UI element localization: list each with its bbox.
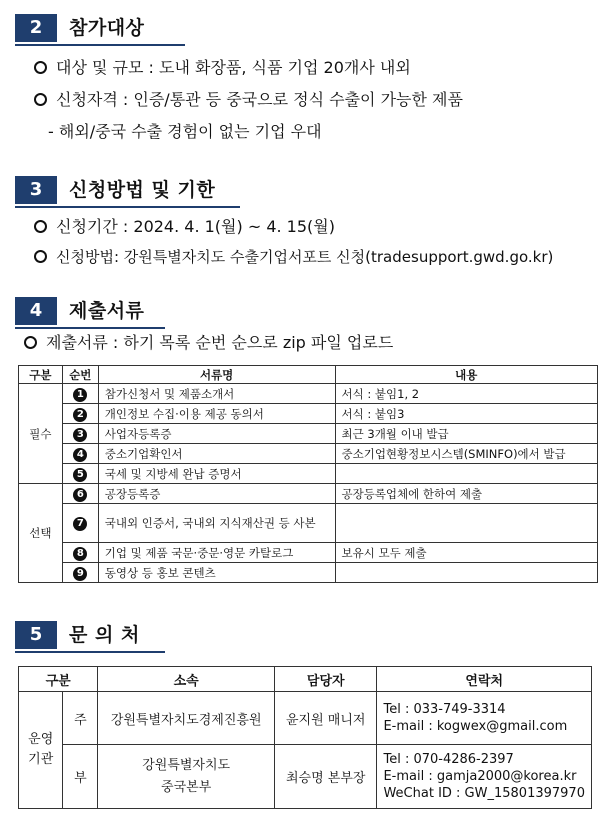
header-content: 내용: [335, 366, 598, 384]
header-category: 구분: [19, 667, 98, 692]
header-category: 구분: [19, 366, 63, 384]
documents-table: [18, 365, 598, 583]
row-number: 9: [73, 567, 87, 581]
sub-item: - 해외/중국 수출 경험이 없는 기업 우대: [48, 122, 322, 141]
doc-name: 공장등록증: [98, 484, 335, 504]
section-title: 제출서류: [69, 300, 145, 322]
doc-content: 중소기업현황정보시스템(SMINFO)에서 발급: [335, 444, 598, 464]
person: 윤지원 매니저: [275, 692, 377, 745]
section-underline: [15, 651, 165, 653]
org: 강원특별자치도경제진흥원: [98, 692, 275, 745]
row-number: 2: [73, 408, 87, 422]
role: 주: [63, 692, 98, 745]
section-title: 문 의 처: [69, 624, 140, 646]
section-underline: [15, 206, 240, 208]
table-row: [19, 504, 598, 543]
doc-name: 기업 및 제품 국문·중문·영문 카탈로그: [98, 543, 335, 563]
bullet-item: 신청방법: 강원특별자치도 수출기업서포트 신청(tradesupport.gwd.go.kr): [34, 246, 553, 268]
row-number: 5: [73, 468, 87, 482]
table-row: [19, 745, 592, 809]
doc-content: 서식 : 붙임3: [335, 404, 598, 424]
table-row: [19, 563, 598, 583]
header-doc-name: 서류명: [98, 366, 335, 384]
org: 강원특별자치도 중국본부: [98, 745, 275, 809]
doc-content: [335, 563, 598, 583]
section-number: 4: [15, 297, 57, 325]
doc-name: 참가신청서 및 제품소개서: [98, 384, 335, 404]
table-row: [19, 543, 598, 563]
circle-bullet-icon: [34, 61, 47, 74]
row-number: 4: [73, 448, 87, 462]
circle-bullet-icon: [34, 220, 47, 233]
section-header-2: [15, 14, 595, 44]
doc-name: 국세 및 지방세 완납 증명서: [98, 464, 335, 484]
row-number: 3: [73, 428, 87, 442]
table-row: [19, 484, 598, 504]
section-underline: [15, 44, 185, 46]
doc-content: 보유시 모두 제출: [335, 543, 598, 563]
doc-name: 국내외 인증서, 국내외 지식재산권 등 사본: [98, 504, 335, 543]
doc-name: 중소기업확인서: [98, 444, 335, 464]
contact-table: [18, 666, 592, 809]
table-header-row: [19, 667, 592, 692]
table-row: [19, 692, 592, 745]
doc-content: 공장등록업체에 한하여 제출: [335, 484, 598, 504]
circle-bullet-icon: [34, 250, 47, 263]
row-number: 8: [73, 547, 87, 561]
doc-content: 서식 : 붙임1, 2: [335, 384, 598, 404]
doc-content: 최근 3개월 이내 발급: [335, 424, 598, 444]
section-number: 2: [15, 14, 57, 42]
section-underline: [15, 327, 165, 329]
row-number: 6: [73, 488, 87, 502]
person: 최승명 본부장: [275, 745, 377, 809]
header-org: 소속: [98, 667, 275, 692]
circle-bullet-icon: [34, 93, 47, 106]
role: 부: [63, 745, 98, 809]
section-header-4: [15, 297, 595, 327]
group-optional: 선택: [19, 484, 63, 583]
circle-bullet-icon: [24, 336, 37, 349]
table-row: [19, 384, 598, 404]
group-required: 필수: [19, 384, 63, 484]
bullet-item: 신청자격 : 인증/통관 등 중국으로 정식 수출이 가능한 제품: [34, 89, 463, 111]
header-person: 담당자: [275, 667, 377, 692]
table-row: [19, 464, 598, 484]
header-contact: 연락처: [377, 667, 592, 692]
bullet-item: 신청기간 : 2024. 4. 1(월) ~ 4. 15(월): [34, 216, 335, 238]
table-row: [19, 424, 598, 444]
header-number: 순번: [62, 366, 98, 384]
contact-info: Tel : 070-4286-2397 E-mail : gamja2000@korea.kr WeChat ID : GW_15801397970: [377, 745, 592, 809]
doc-name: 사업자등록증: [98, 424, 335, 444]
doc-name: 동영상 등 홍보 콘텐츠: [98, 563, 335, 583]
section-header-5: [15, 621, 595, 651]
bullet-item: 대상 및 규모 : 도내 화장품, 식품 기업 20개사 내외: [34, 57, 411, 79]
contact-info: Tel : 033-749-3314 E-mail : kogwex@gmail.com: [377, 692, 592, 745]
doc-content: [335, 504, 598, 543]
bullet-item: 제출서류 : 하기 목록 순번 순으로 zip 파일 업로드: [24, 332, 393, 354]
section-number: 3: [15, 176, 57, 204]
section-title: 참가대상: [69, 17, 145, 39]
table-row: [19, 444, 598, 464]
row-number: 7: [73, 517, 87, 531]
row-number: 1: [73, 388, 87, 402]
table-row: [19, 404, 598, 424]
table-header-row: [19, 366, 598, 384]
section-number: 5: [15, 621, 57, 649]
doc-name: 개인정보 수집·이용 제공 동의서: [98, 404, 335, 424]
group-operator: 운영 기관: [19, 692, 63, 809]
section-header-3: [15, 176, 595, 206]
doc-content: [335, 464, 598, 484]
section-title: 신청방법 및 기한: [69, 179, 216, 201]
